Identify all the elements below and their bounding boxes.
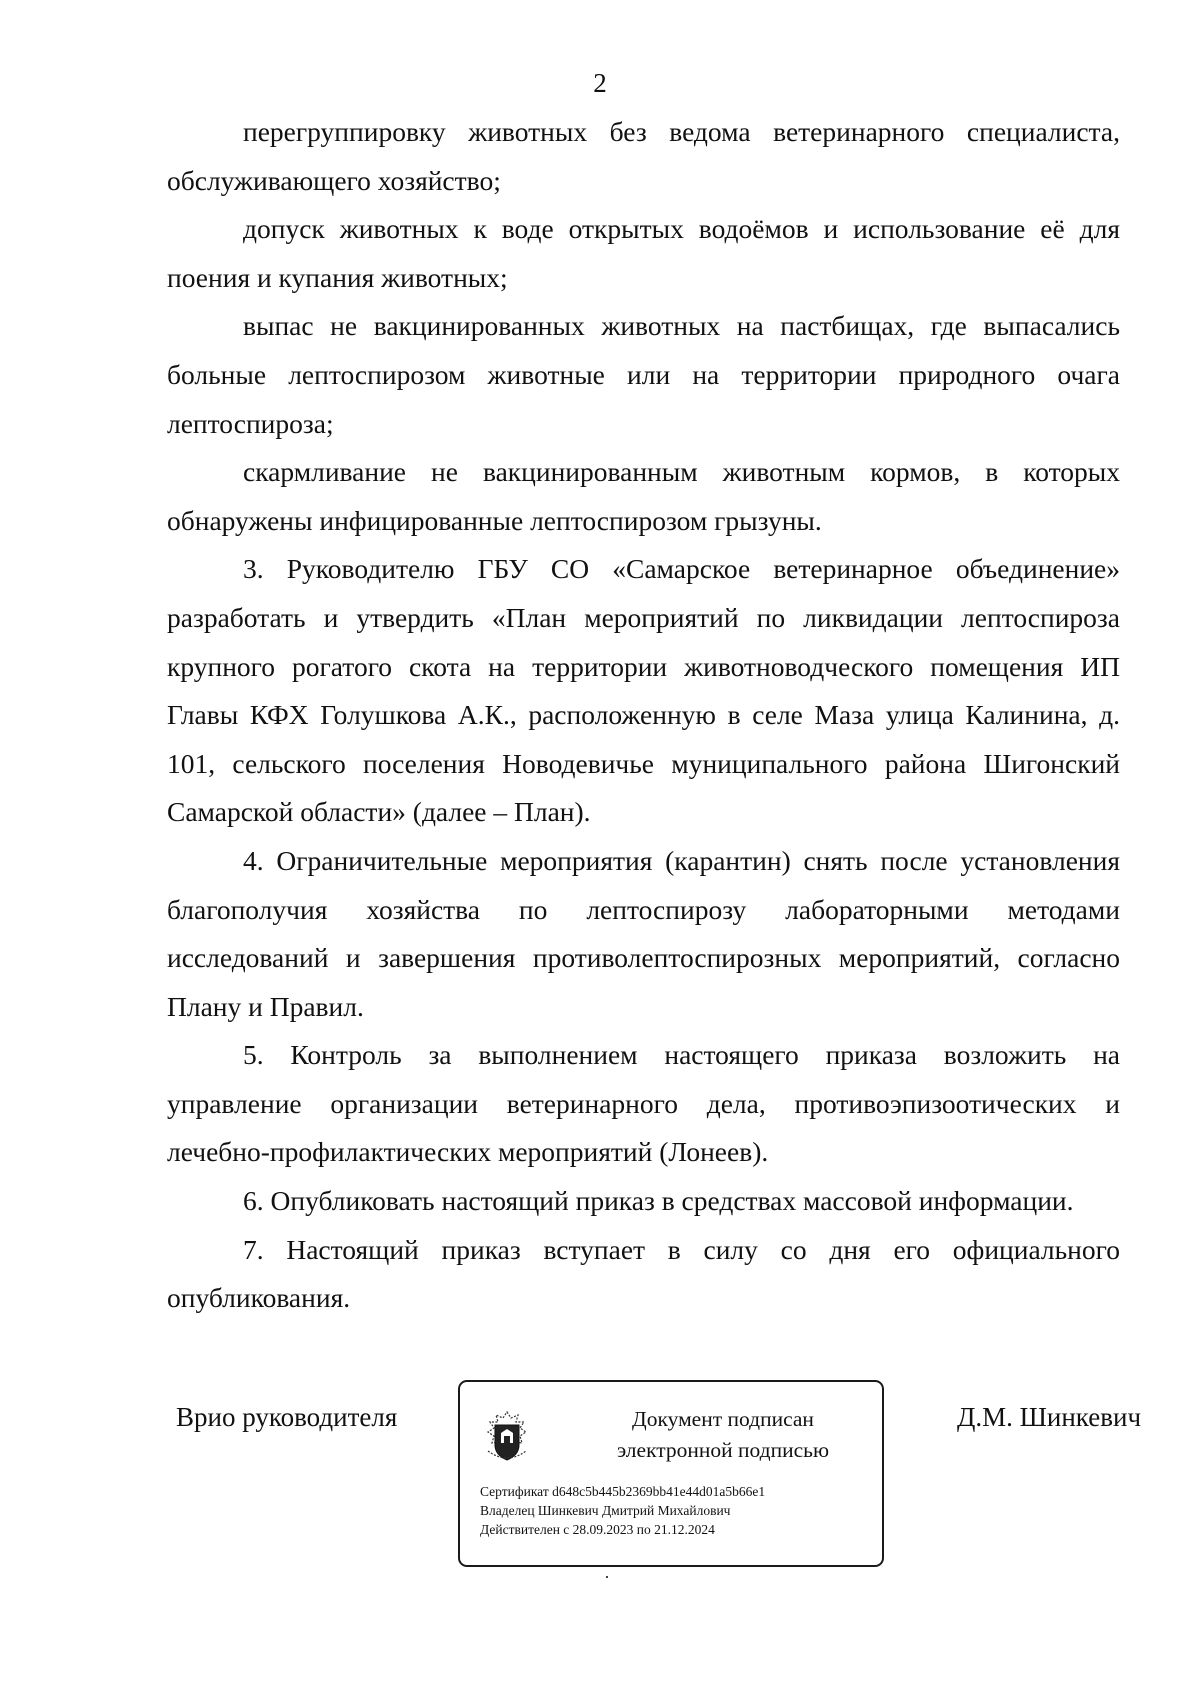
paragraph-item-3: 3. Руководителю ГБУ СО «Самарское ветеринарное объединение» разработать и утвердить «План мероприятий по ликвидации лептоспироза крупного рогатого скота на территории животноводческого помещения ИП Главы КФХ Голушкова А.К., расположенную в селе Маза улица Калинина, д. 101, сельского поселения Новодевичье муниципального района Шигонский Самарской области» (далее – План). (167, 553, 1120, 828)
certificate-owner: Владелец Шинкевич Дмитрий Михайлович (480, 1503, 731, 1518)
electronic-signature-stamp (458, 1380, 884, 1567)
coat-of-arms-icon (480, 1409, 534, 1467)
stamp-title (578, 1404, 868, 1466)
stamp-title-line-2: электронной подписью (616, 1438, 830, 1462)
document-body (167, 108, 1120, 1323)
certificate-validity: Действителен с 28.09.2023 по 21.12.2024 (480, 1522, 715, 1537)
stamp-details (480, 1482, 765, 1539)
signatory-position: Врио руководителя (176, 1402, 398, 1432)
stamp-title-line-1: Документ подписан (632, 1407, 814, 1431)
scan-speck (606, 1576, 608, 1578)
paragraph-item-5: 5. Контроль за выполнением настоящего приказа возложить на управление организации ветеринарного дела, противоэпизоотических и лечебно-профилактических мероприятий (Лонеев). (167, 1039, 1120, 1168)
paragraph-item-7: 7. Настоящий приказ вступает в силу со дня его официального опубликования. (167, 1233, 1120, 1314)
paragraph-item-6: 6. Опубликовать настоящий приказ в средствах массовой информации. (243, 1185, 1074, 1217)
paragraph-grazing: выпас не вакцинированных животных на пастбищах, где выпасались больные лептоспирозом животные или на территории природного очага лептоспироза; (167, 310, 1120, 439)
page-number: 2 (593, 68, 607, 98)
certificate-number: Сертификат d648c5b445b2369bb41e44d01a5b66e1 (480, 1484, 766, 1499)
signatory-name: Д.М. Шинкевич (957, 1402, 1142, 1432)
paragraph-regrouping: перегруппировку животных без ведома ветеринарного специалиста, обслуживающего хозяйство; (167, 116, 1120, 196)
paragraph-water-access: допуск животных к воде открытых водоёмов и использование её для поения и купания животных; (167, 213, 1120, 293)
paragraph-feeding: скармливание не вакцинированным животным кормов, в которых обнаружены инфицированные лептоспирозом грызуны. (167, 456, 1120, 536)
paragraph-item-4: 4. Ограничительные мероприятия (карантин) снять после установления благополучия хозяйства по лептоспирозу лабораторными методами исследований и завершения противолептоспирозных мероприятий, согласно Плану и Правил. (167, 844, 1120, 1022)
